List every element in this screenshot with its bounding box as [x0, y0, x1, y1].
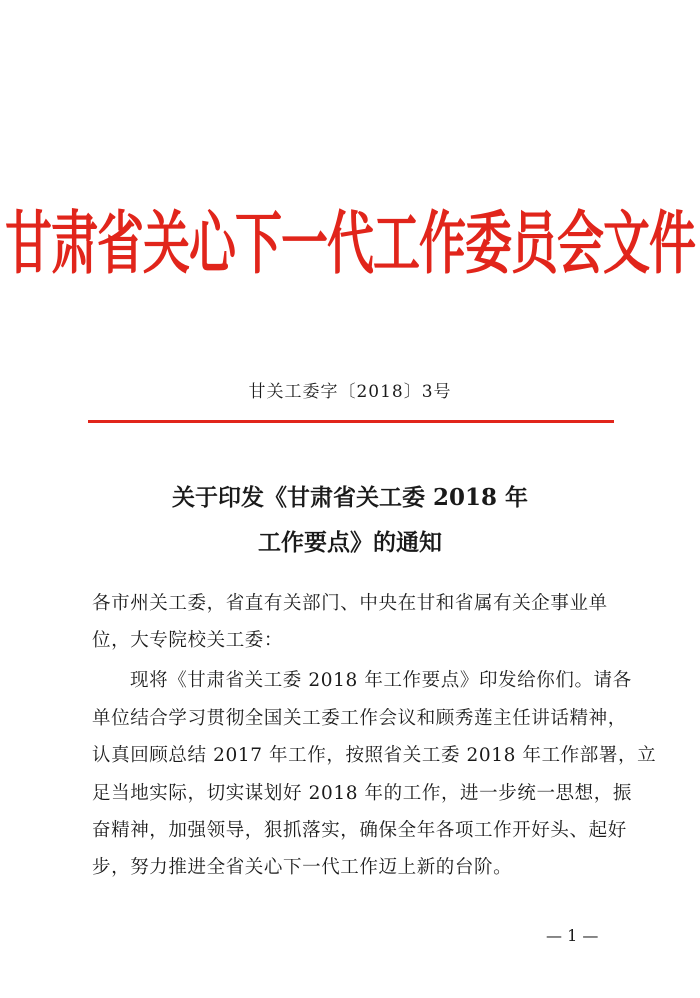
body-line: 现将《甘肃省关工委 2018 年工作要点》印发给你们。请各 — [130, 670, 632, 691]
issuer-header: 甘肃省关心下一代工作委员会文件 — [5, 204, 695, 285]
page-number: — 1 — — [546, 926, 599, 945]
body-line: 步，努力推进全省关心下一代工作迈上新的台阶。 — [92, 857, 513, 878]
document-number: 甘关工委字〔2018〕3号 — [248, 382, 452, 402]
notice-title-line-2: 工作要点》的通知 — [258, 529, 442, 556]
red-separator-line — [88, 420, 614, 423]
body-line: 单位结合学习贯彻全国关工委工作会议和顾秀莲主任讲话精神， — [92, 708, 627, 729]
body-line: 奋精神，加强领导，狠抓落实，确保全年各项工作开好头、起好 — [92, 820, 627, 841]
notice-title-line-1: 关于印发《甘肃省关工委 2018 年 — [171, 484, 529, 511]
body-line: 认真回顾总结 2017 年工作，按照省关工委 2018 年工作部署，立 — [92, 745, 657, 766]
addressee-line-2: 位，大专院校关工委： — [92, 630, 284, 651]
body-line: 足当地实际，切实谋划好 2018 年的工作，进一步统一思想，振 — [92, 783, 632, 804]
addressee-line-1: 各市州关工委，省直有关部门、中央在甘和省属有关企事业单 — [92, 593, 608, 614]
